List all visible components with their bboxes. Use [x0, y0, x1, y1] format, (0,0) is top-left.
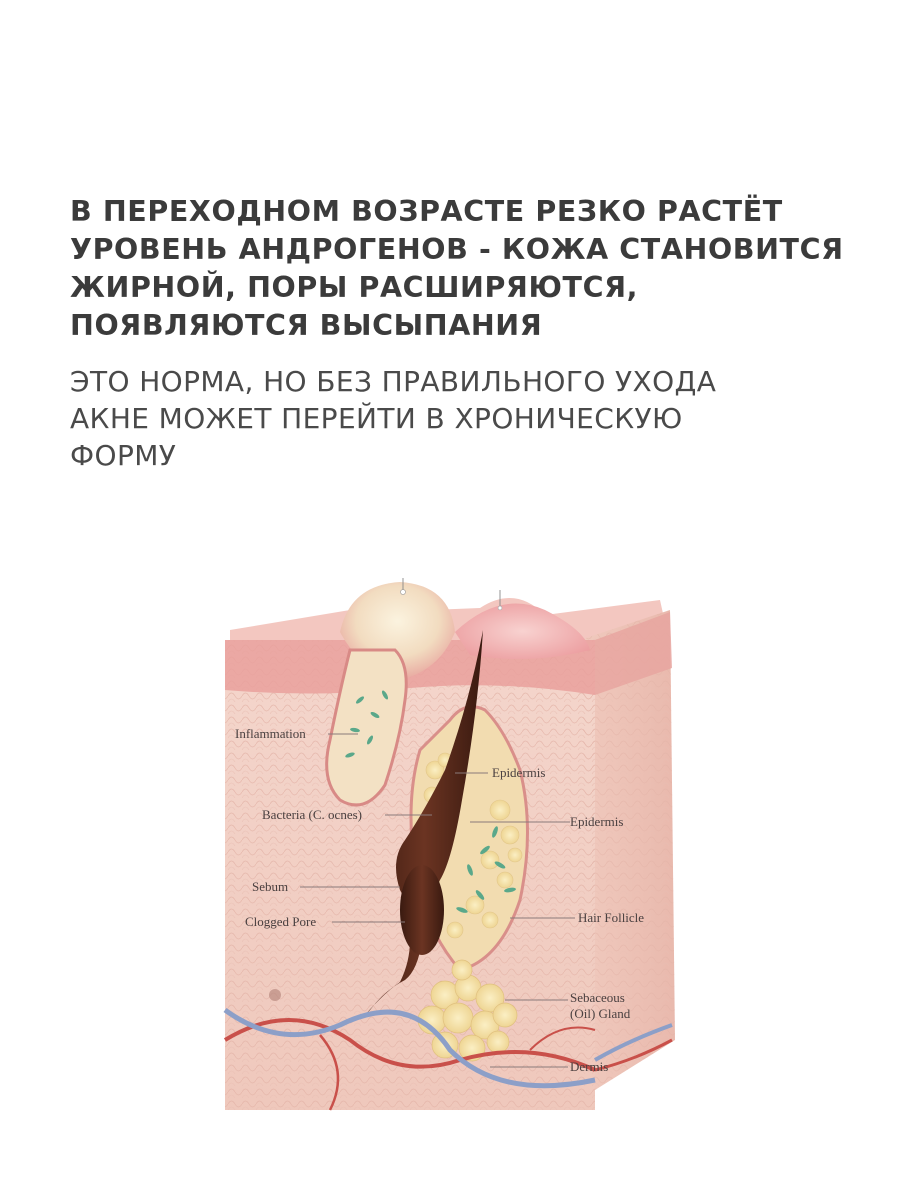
- subtext: [70, 363, 850, 474]
- headline-line: УРОВЕНЬ АНДРОГЕНОВ - КОЖА СТАНОВИТСЯ: [70, 233, 844, 266]
- label-epidermis-1: Epidermis: [492, 765, 546, 780]
- label-sebaceous: Sebaceous: [570, 990, 625, 1005]
- skin-diagram: [200, 570, 700, 1130]
- headline-line: ЖИРНОЙ, ПОРЫ РАСШИРЯЮТСЯ,: [70, 271, 639, 304]
- label-clogged-pore: Clogged Pore: [245, 914, 317, 929]
- headline-line: В ПЕРЕХОДНОМ ВОЗРАСТЕ РЕЗКО РАСТЁТ: [70, 195, 783, 228]
- skin-cross-section-illustration: [200, 570, 700, 1130]
- label-dermis: Dermis: [570, 1059, 609, 1074]
- label-inflammation: Inflammation: [235, 726, 306, 741]
- subtext-line: ФОРМУ: [70, 439, 177, 472]
- label-bacteria: Bacteria (C. ocnes): [262, 807, 362, 822]
- subtext-line: ЭТО НОРМА, НО БЕЗ ПРАВИЛЬНОГО УХОДА: [70, 365, 717, 398]
- hair-bulb: [400, 865, 444, 955]
- label-epidermis-2: Epidermis: [570, 814, 624, 829]
- label-hair-follicle: Hair Follicle: [578, 910, 645, 925]
- label-oil-gland: (Oil) Gland: [570, 1006, 631, 1021]
- label-sebum: Sebum: [252, 879, 289, 894]
- subtext-line: АКНЕ МОЖЕТ ПЕРЕЙТИ В ХРОНИЧЕСКУЮ: [70, 402, 683, 435]
- headline: [70, 193, 850, 345]
- headline-line: ПОЯВЛЯЮТСЯ ВЫСЫПАНИЯ: [70, 309, 543, 342]
